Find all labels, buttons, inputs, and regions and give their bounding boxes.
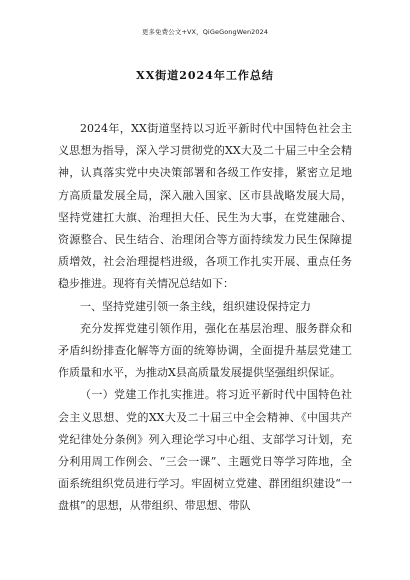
section-paragraph-1: 充分发挥党建引领作用，强化在基层治理、服务群众和矛盾纠纷排查化解等方面的统筹协调，全面提升基层党建工作质量和水平，为推动X县高质量发展提供坚强组织保证。 [58,321,352,380]
header-note: 更多免费公文+VX，QiGeGongWen2024 [141,28,269,36]
section-heading-1: 一、坚持党建引领一条主线，组织建设保持定力 [80,299,311,313]
intro-paragraph: 2024年，XX街道坚持以习近平新时代中国特色社会主义思想为指导，深入学习贯彻党的XX大及二十届三中全会精神，认真落实党中央决策部署和各级工作安排，紧密立足地方高质量发展全局，深入融入国家、区市县战略发展大局，坚持党建扛大旗、治理担大任、民生为大事，在党建融合、资源整合、民生结合、治理闭合等方面持续发力民生保障提质增效，社会治理提档进级，各项工作扎实开展、重点任务稳步推进。现将有关情况总结如下： [58,122,352,291]
document-body [58,118,352,518]
document-title: XX街道2024年工作总结 [136,69,274,82]
subsection-paragraph-1: （一）党建工作扎实推进。将习近平新时代中国特色社会主义思想、党的XX大及二十届三中全会精神、《中国共产党纪律处分条例》列入理论学习中心组、支部学习计划，充分利用周工作例会、“三会一课”、主题党日等学习阵地，全面系统组织党员进行学习。牢固树立党建、群团组织建设“一盘棋”的思想，从带组织、带思想、带队 [58,388,352,513]
